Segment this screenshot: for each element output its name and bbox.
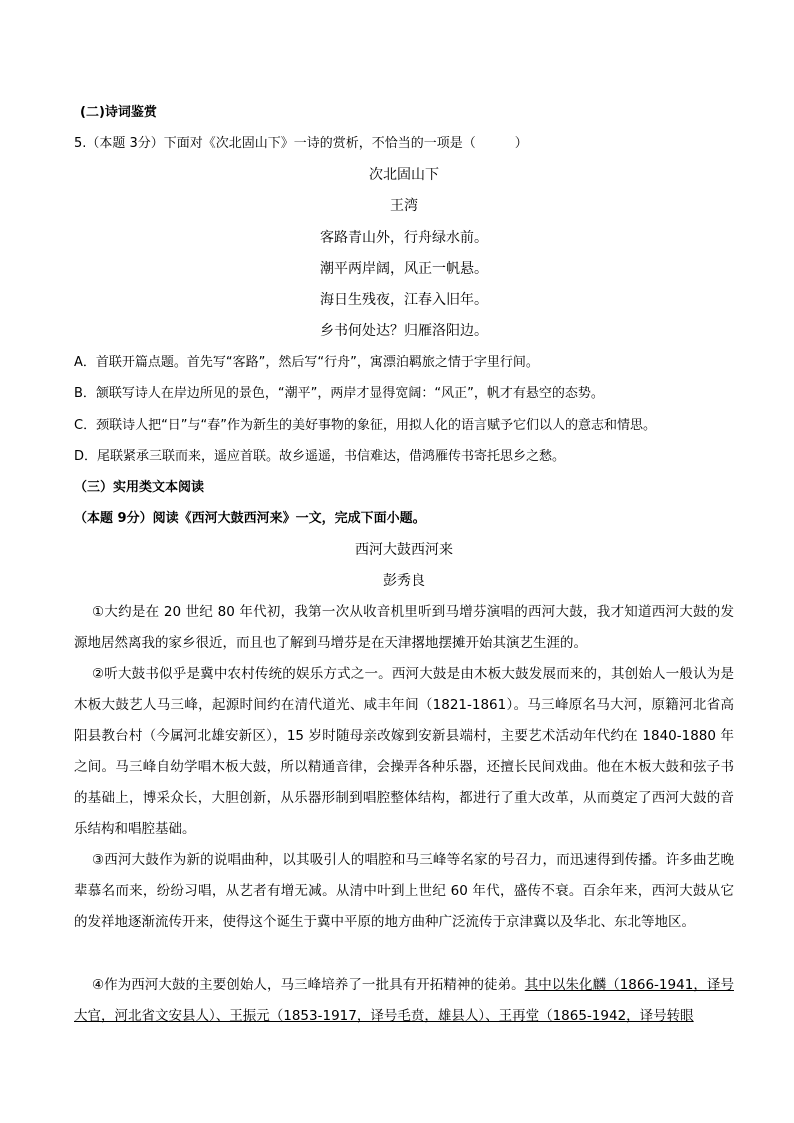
- reading-question-stem: （本题 9分）阅读《西河大鼓西河来》一文，完成下面小题。: [74, 511, 426, 526]
- section-heading-poetry: (二)诗词鉴赏: [80, 105, 157, 120]
- paragraph-4-text: ④作为西河大鼓的主要创始人，马三峰培养了一批具有开拓精神的徒弟。: [92, 977, 525, 993]
- article-author: 彭秀良: [383, 573, 425, 589]
- article-paragraph-2: ②听大鼓书似乎是冀中农村传统的娱乐方式之一。西河大鼓是由木板大鼓发展而来的，其创始人一般认为是木板大鼓艺人马三峰，起源时间约在清代道光、咸丰年间（1821-1861）。马三峰原名马大河，原籍河北省高阳县教台村（今属河北雄安新区），15 岁时随母亲改嫁到安新县端村，主要艺术活动年代约在 1840-1880 年之间。马三峰自幼学唱木板大鼓，所以精通音律，会操弄各种乐器，还擅长民间戏曲。他在木板大鼓和弦子书的基础上，博采众长，大胆创新，从乐器形制到唱腔整体结构，都进行了重大改革，从而奠定了西河大鼓的音乐结构和唱腔基础。: [74, 666, 734, 837]
- poem-line: 潮平两岸阔，风正一帆悬。: [320, 261, 488, 277]
- section-heading-practical: （三）实用类文本阅读: [74, 480, 205, 495]
- option-b: B．颔联写诗人在岸边所见的景色，“潮平”，两岸才显得宽阔：“风正”，帆才有悬空的态势。: [74, 386, 604, 401]
- poem-line: 客路青山外，行舟绿水前。: [320, 230, 488, 246]
- article-title: 西河大鼓西河来: [355, 542, 453, 558]
- poem-author: 王湾: [390, 198, 418, 214]
- article-paragraph-3: ③西河大鼓作为新的说唱曲种，以其吸引人的唱腔和马三峰等名家的号召力，而迅速得到传播。许多曲艺晚辈慕名而来，纷纷习唱，从艺者有增无减。从清中叶到上世纪 60 年代，盛传不衰。百余年来，西河大鼓从它的发祥地逐渐流传开来，使得这个诞生于冀中平原的地方曲种广泛流传于京津冀以及华北、东北等地区。: [74, 852, 734, 930]
- option-c: C．颈联诗人把“日”与“春”作为新生的美好事物的象征，用拟人化的语言赋予它们以人的意志和情思。: [74, 418, 657, 433]
- poem-line: 乡书何处达？归雁洛阳边。: [320, 323, 488, 339]
- option-a: A．首联开篇点题。首先写“客路”，然后写“行舟”，寓漂泊羁旅之情于字里行间。: [74, 355, 539, 370]
- article-paragraph-1: ①大约是在 20 世纪 80 年代初，我第一次从收音机里听到马增芬演唱的西河大鼓，我才知道西河大鼓的发源地居然离我的家乡很近，而且也了解到马增芬是在天津撂地摆摊开始其演艺生涯的。: [74, 604, 734, 651]
- question-5-stem: 5.（本题 3分）下面对《次北固山下》一诗的赏析，不恰当的一项是（ ）: [74, 136, 528, 151]
- poem-line: 海日生残夜，江春入旧年。: [320, 292, 488, 308]
- option-d: D．尾联紧承三联而来，遥应首联。故乡遥遥，书信难达，借鸿雁传书寄托思乡之愁。: [74, 449, 566, 464]
- article-paragraph-4: [74, 970, 734, 1032]
- poem-title: 次北固山下: [369, 167, 439, 183]
- paragraph-4-underlined-text: 其中以朱化麟（1866-1941，译号大官，河北省文安县人）、王振元（1853-1917，译号毛贲，雄县人）、王再堂（1865-1942，译号转眼: [74, 977, 734, 1024]
